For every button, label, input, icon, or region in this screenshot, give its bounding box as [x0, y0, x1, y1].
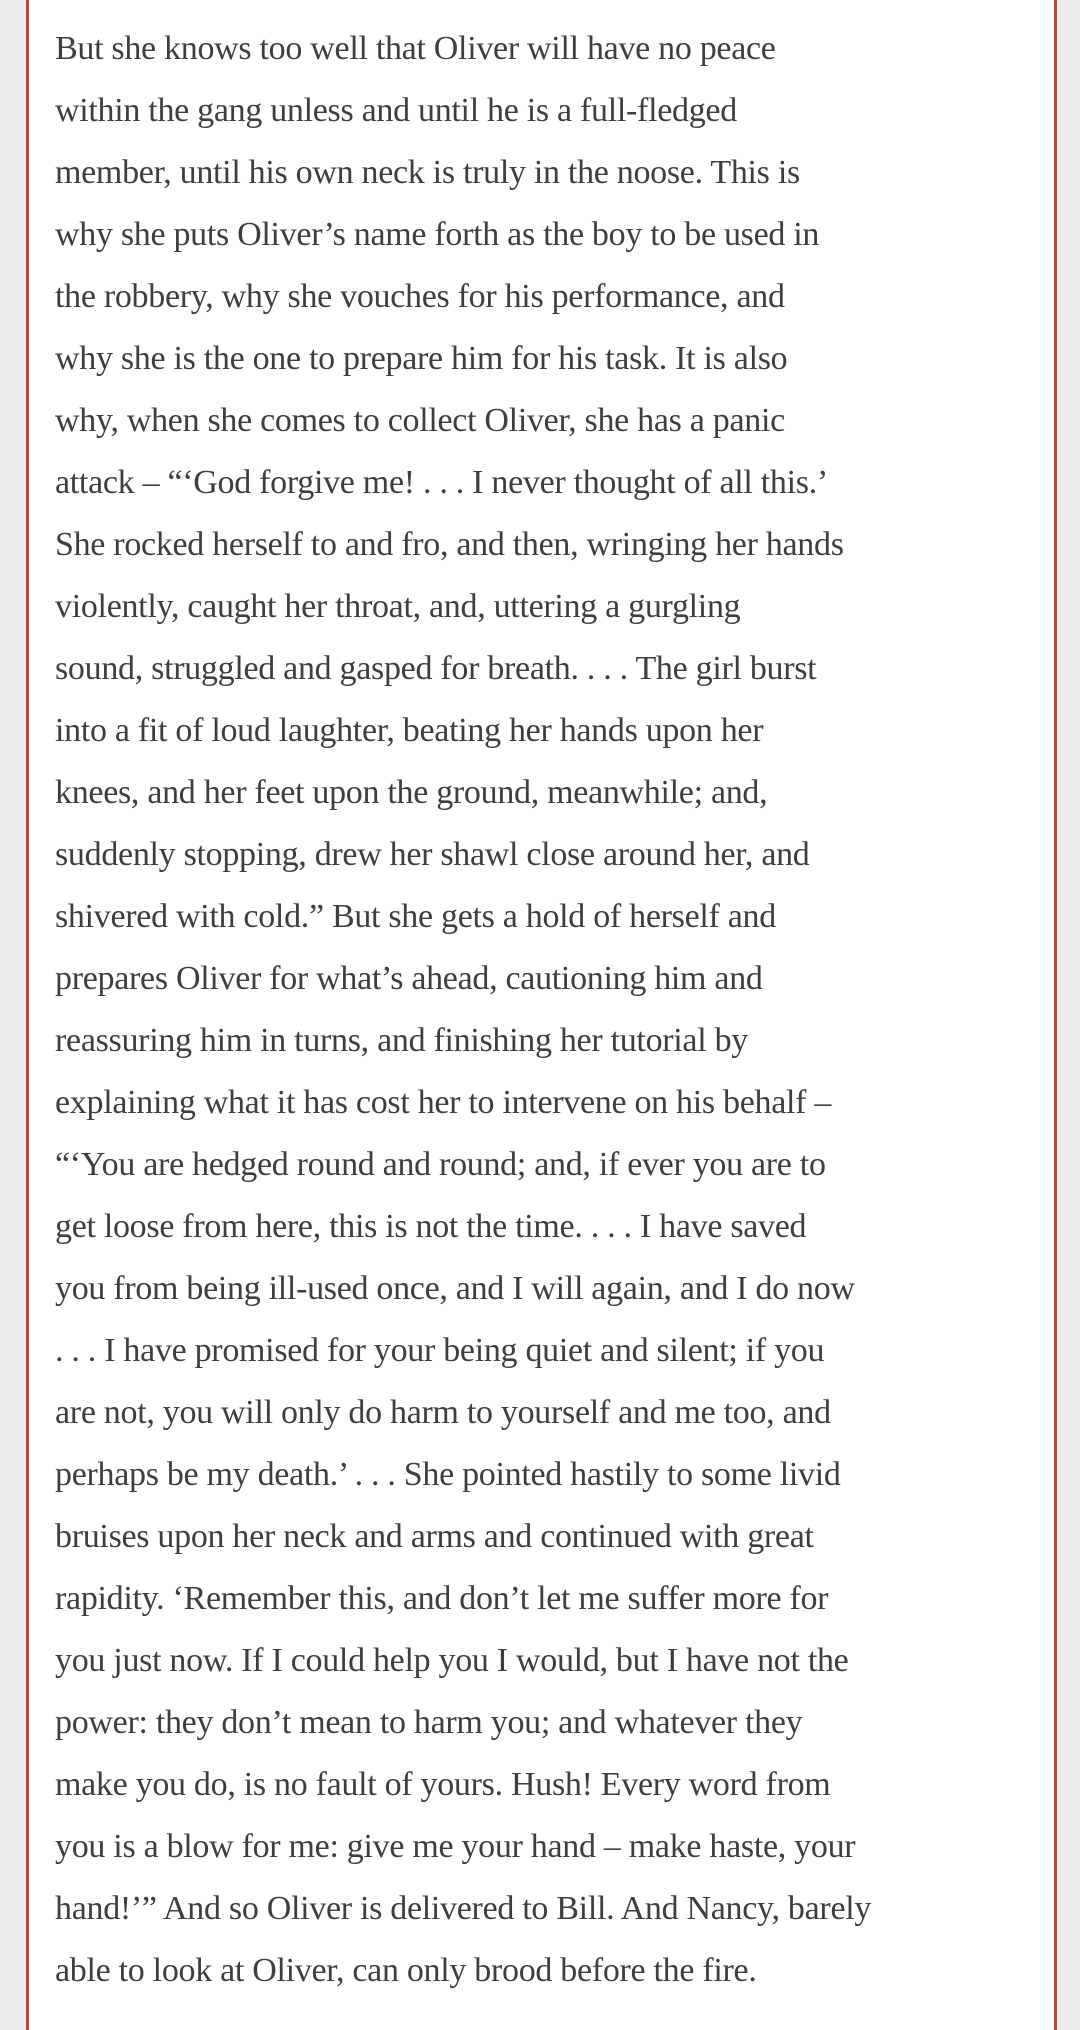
- text-line: within the gang unless and until he is a full-fledged: [55, 92, 737, 129]
- text-line: But she knows too well that Oliver will have no peace: [55, 30, 776, 67]
- text-line: prepares Oliver for what’s ahead, cautioning him and: [55, 960, 763, 997]
- text-line: hand!’” And so Oliver is delivered to Bill. And Nancy, barely: [55, 1890, 872, 1927]
- text-line: rapidity. ‘Remember this, and don’t let me suffer more for: [55, 1580, 829, 1617]
- paragraph: [55, 18, 1034, 2002]
- text-line: reassuring him in turns, and finishing her tutorial by: [55, 1022, 748, 1059]
- text-line: you from being ill-used once, and I will again, and I do now: [55, 1270, 855, 1307]
- text-line: into a fit of loud laughter, beating her hands upon her: [55, 712, 764, 749]
- text-line: why she puts Oliver’s name forth as the boy to be used in: [55, 216, 820, 253]
- text-line: you is a blow for me: give me your hand – make haste, your: [55, 1828, 856, 1865]
- text-line: the robbery, why she vouches for his performance, and: [55, 278, 785, 315]
- text-line: She rocked herself to and fro, and then, wringing her hands: [55, 526, 844, 563]
- text-line: sound, struggled and gasped for breath. . . . The girl burst: [55, 650, 817, 687]
- text-line: . . . I have promised for your being quiet and silent; if you: [55, 1332, 825, 1369]
- text-line: you just now. If I could help you I would, but I have not the: [55, 1642, 849, 1679]
- text-line: knees, and her feet upon the ground, meanwhile; and,: [55, 774, 768, 811]
- text-line: able to look at Oliver, can only brood before the fire.: [55, 1952, 757, 1989]
- text-line: make you do, is no fault of yours. Hush! Every word from: [55, 1766, 831, 1803]
- text-line: perhaps be my death.’ . . . She pointed hastily to some livid: [55, 1456, 841, 1493]
- text-line: “‘You are hedged round and round; and, if ever you are to: [55, 1146, 826, 1183]
- text-line: power: they don’t mean to harm you; and whatever they: [55, 1704, 803, 1741]
- text-line: violently, caught her throat, and, uttering a gurgling: [55, 588, 741, 625]
- text-line: member, until his own neck is truly in the noose. This is: [55, 154, 800, 191]
- text-line: get loose from here, this is not the time. . . . I have saved: [55, 1208, 807, 1245]
- article-panel: [26, 0, 1057, 2030]
- text-line: bruises upon her neck and arms and continued with great: [55, 1518, 814, 1555]
- text-line: suddenly stopping, drew her shawl close around her, and: [55, 836, 810, 873]
- text-line: are not, you will only do harm to yourself and me too, and: [55, 1394, 831, 1431]
- text-line: explaining what it has cost her to intervene on his behalf –: [55, 1084, 832, 1121]
- text-line: why, when she comes to collect Oliver, she has a panic: [55, 402, 785, 439]
- text-line: why she is the one to prepare him for his task. It is also: [55, 340, 788, 377]
- text-line: attack – “‘God forgive me! . . . I never thought of all this.’: [55, 464, 828, 501]
- text-line: shivered with cold.” But she gets a hold of herself and: [55, 898, 776, 935]
